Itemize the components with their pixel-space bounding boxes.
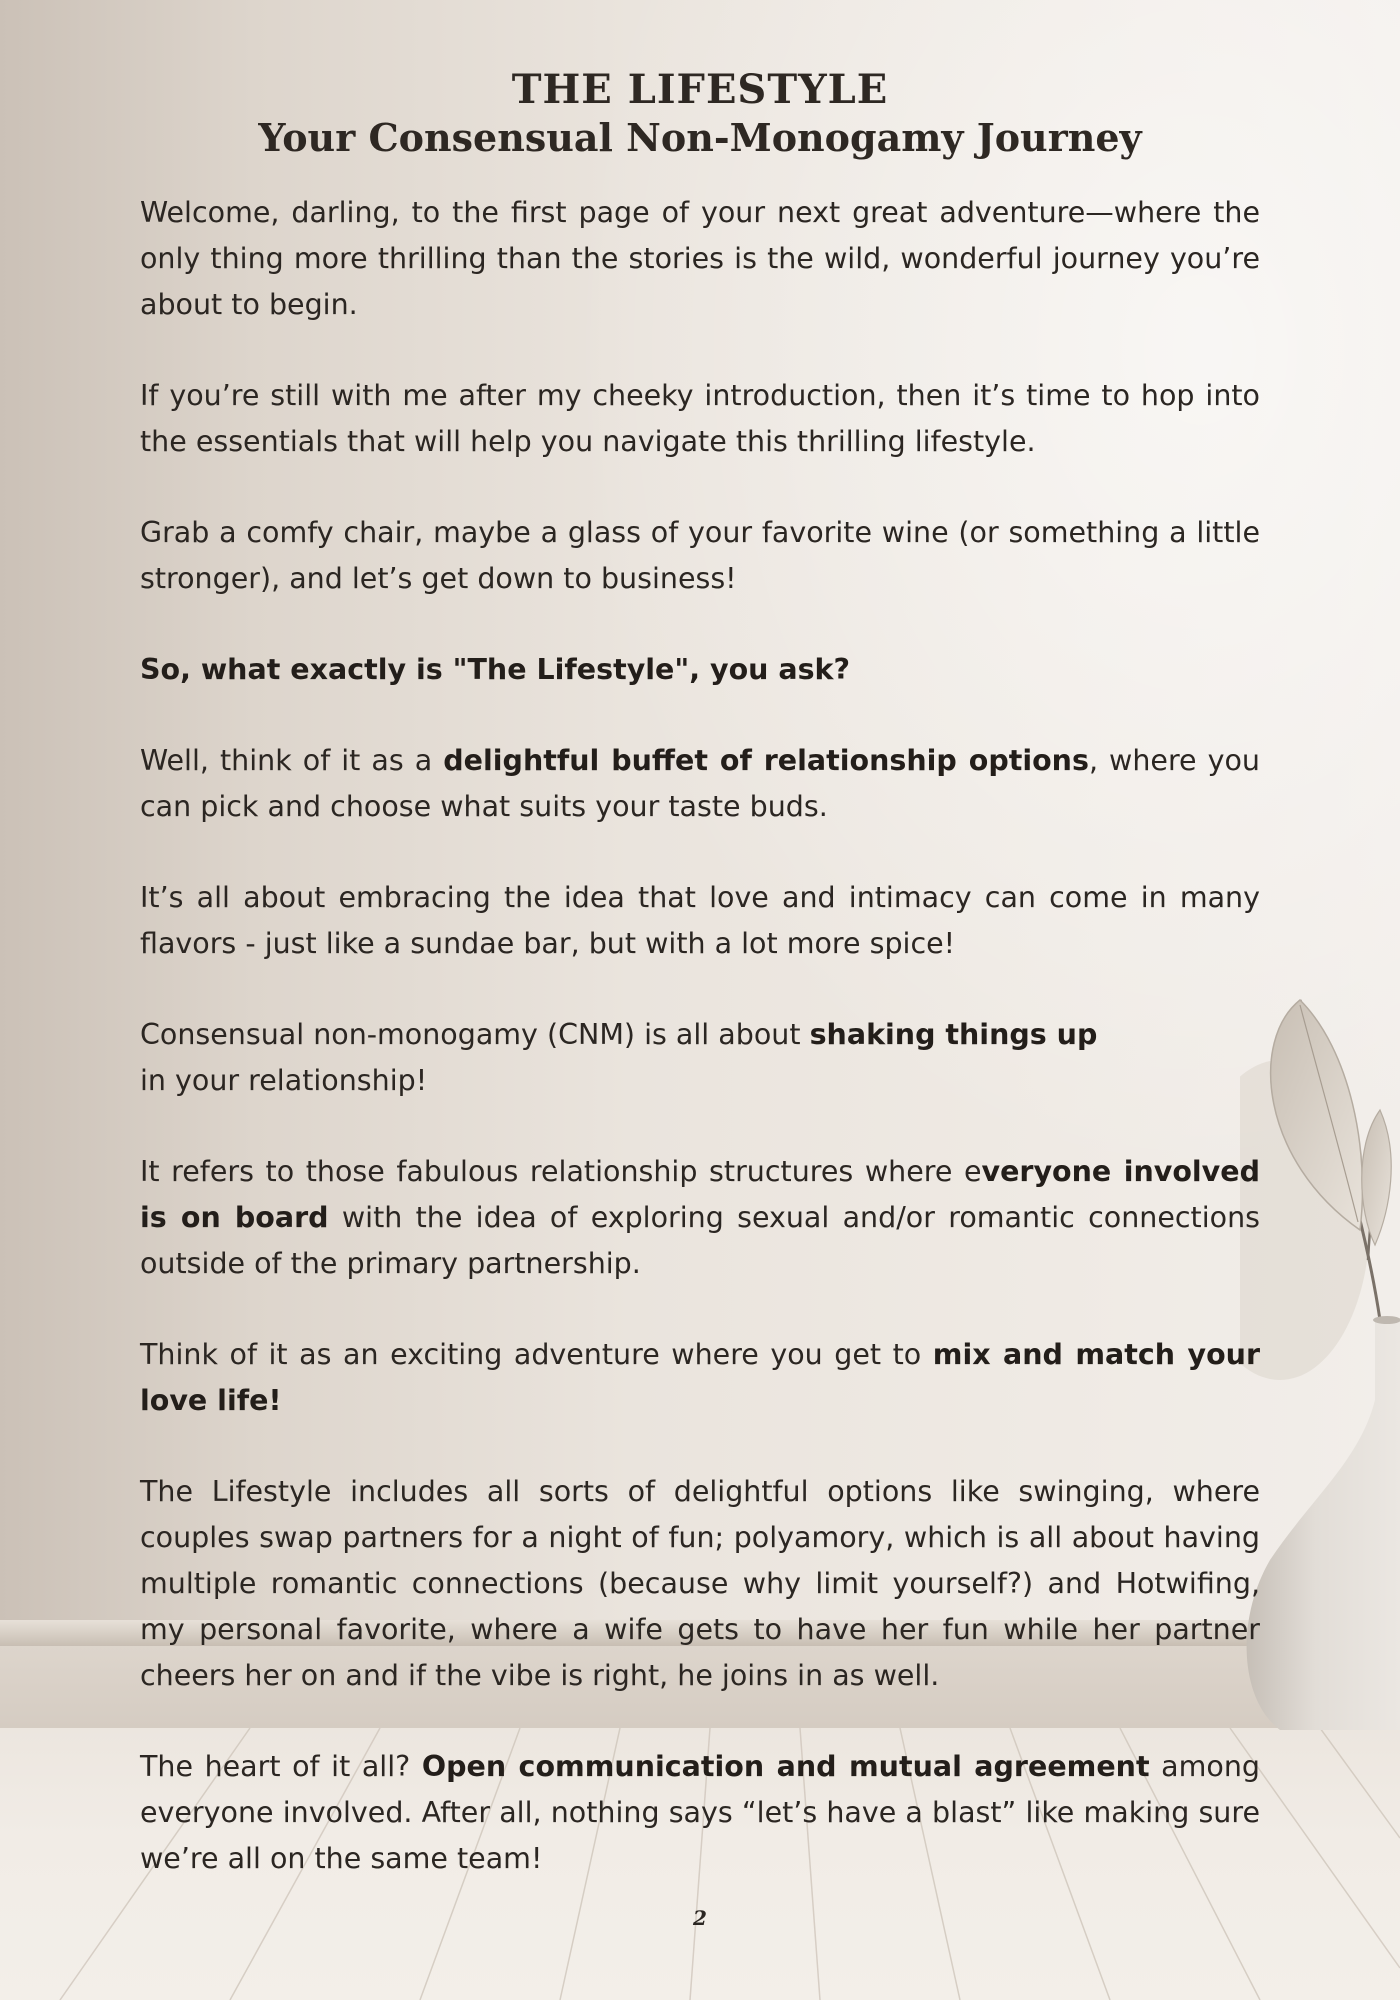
structures-text-c: with the idea of exploring sexual and/or romantic connections outside of the primary partnership.	[140, 1201, 1260, 1280]
paragraph-mix-match	[140, 1332, 1260, 1424]
title-main: THE LIFESTYLE	[511, 66, 889, 113]
vase-with-leaf-icon	[1240, 960, 1400, 1760]
paragraph-cnm	[140, 1012, 1120, 1104]
mix-highlight: mix and match your love life!	[140, 1338, 1260, 1417]
paragraph-welcome: Welcome, darling, to the first page of your next great adventure—where the only thing more thrilling than the stories is the wild, wonderful journey you’re about to begin.	[140, 196, 1260, 321]
paragraph-heart	[140, 1744, 1260, 1882]
page-title	[0, 66, 1400, 162]
section-question	[140, 647, 1260, 693]
paragraph-structures	[140, 1149, 1260, 1287]
structures-highlight: veryone involved is on board	[140, 1155, 1260, 1234]
buffet-highlight: delightful buffet of relationship options	[443, 744, 1089, 777]
paragraph-options: The Lifestyle includes all sorts of delightful options like swinging, where couples swap partners for a night of fun; polyamory, which is all about having multiple romantic connections (because why limit yourself?) and Hotwifing, my personal favorite, where a wife gets to have her fun while her partner cheers her on and if the vibe is right, he joins in as well.	[140, 1475, 1260, 1692]
body-text	[140, 190, 1260, 1927]
heart-text-a: The heart of it all?	[140, 1750, 422, 1783]
paragraph-flavors: It’s all about embracing the idea that love and intimacy can come in many flavors - just like a sundae bar, but with a lot more spice!	[140, 881, 1260, 960]
cnm-highlight: shaking things up	[809, 1018, 1098, 1051]
page-number: 2	[693, 1906, 707, 1930]
buffet-text-a: Well, think of it as a	[140, 744, 444, 777]
heart-text-c: among everyone involved. After all, nothing says “let’s have a blast” like making sure we’re all on the same team!	[140, 1750, 1260, 1875]
cnm-text-a: Consensual non-monogamy (CNM) is all about	[140, 1018, 810, 1051]
mix-text-a: Think of it as an exciting adventure where you get to	[140, 1338, 933, 1371]
buffet-text-c: , where you can pick and choose what suits your taste buds.	[140, 744, 1261, 823]
paragraph-grab-chair: Grab a comfy chair, maybe a glass of your favorite wine (or something a little stronger), and let’s get down to business!	[140, 516, 1260, 595]
title-subtitle: Your Consensual Non-Monogamy Journey	[258, 115, 1142, 160]
paragraph-buffet	[140, 738, 1260, 830]
paragraph-intro: If you’re still with me after my cheeky introduction, then it’s time to hop into the essentials that will help you navigate this thrilling lifestyle.	[140, 379, 1260, 458]
cnm-text-c: in your relationship!	[140, 1064, 428, 1097]
question-heading: So, what exactly is "The Lifestyle", you ask?	[140, 653, 851, 686]
structures-text-a: It refers to those fabulous relationship structures where e	[140, 1155, 982, 1188]
heart-highlight: Open communication and mutual agreement	[421, 1750, 1150, 1783]
